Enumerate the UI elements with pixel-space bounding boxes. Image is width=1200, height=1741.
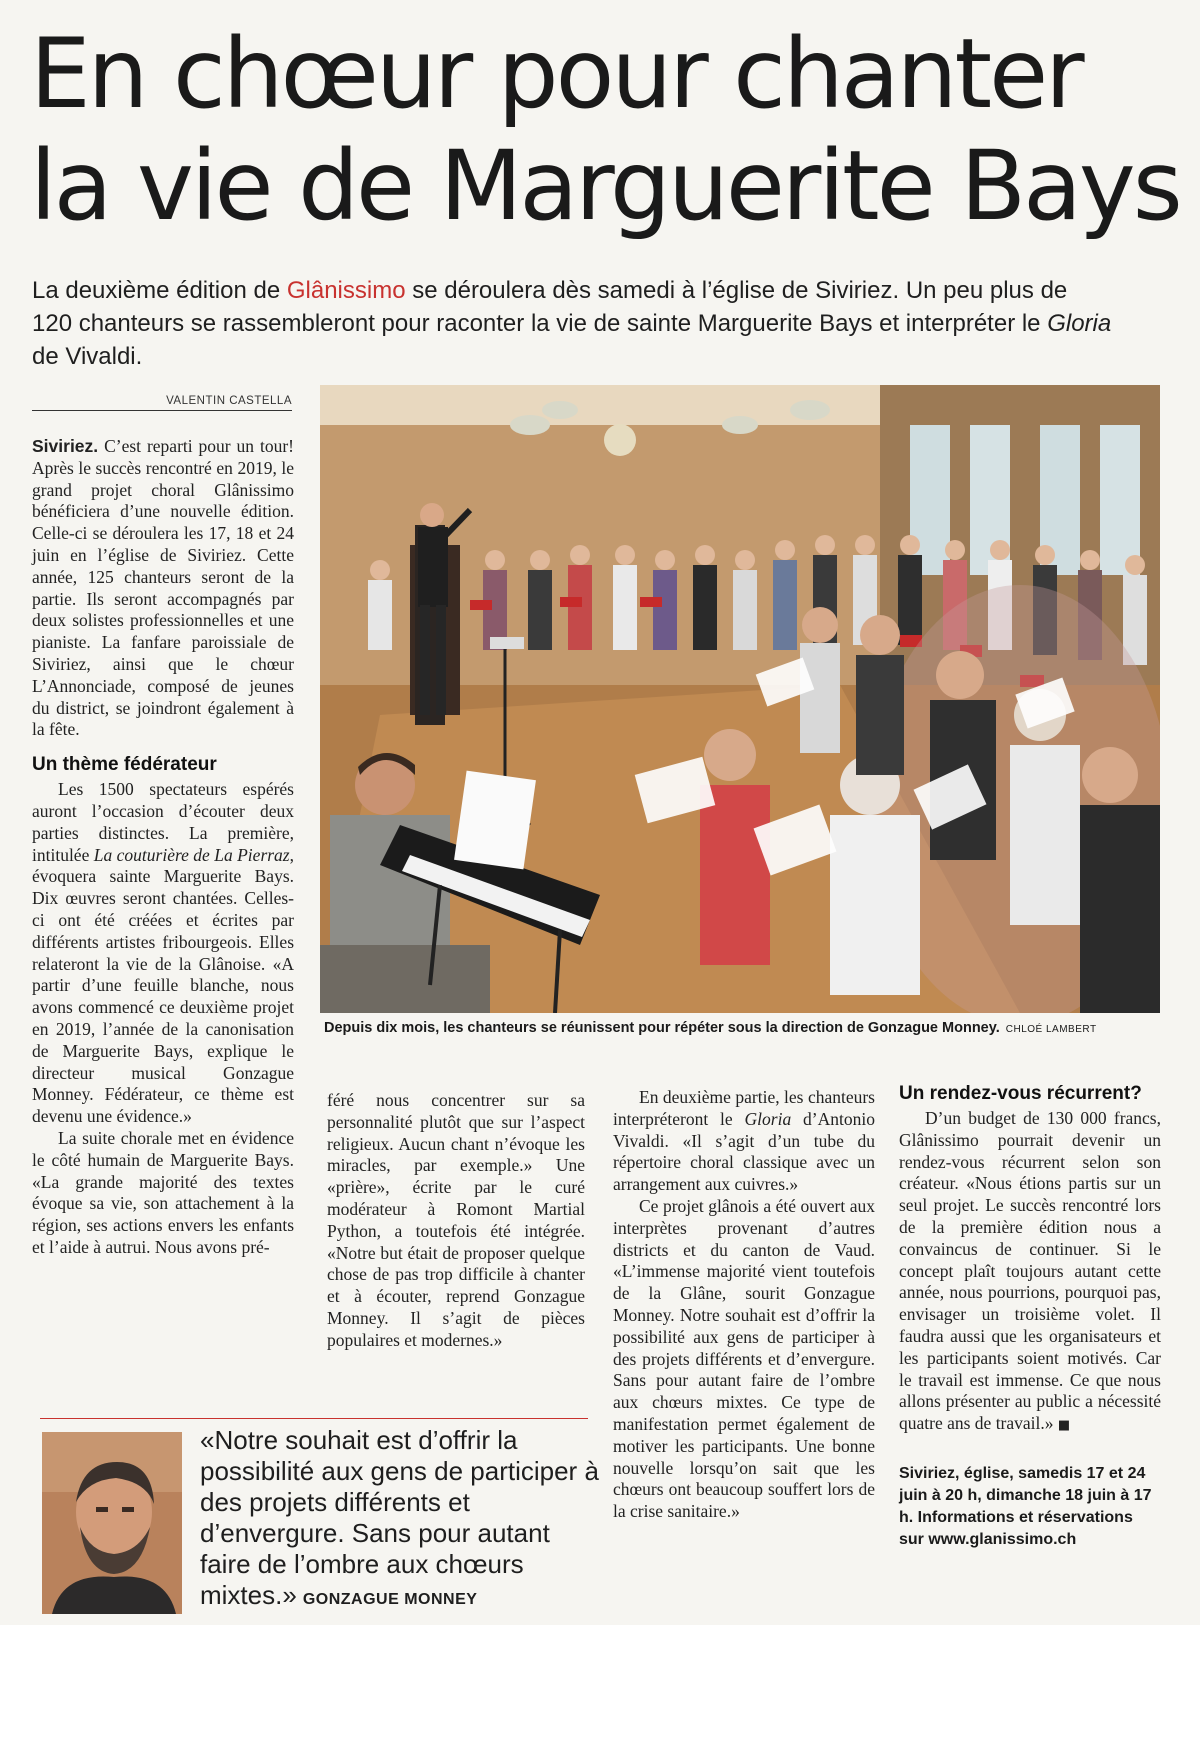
- paragraph-text: d’Antonio Vivaldi. «Il s’agit d’un tube du répertoire choral classique avec un arrangement aux cuivres.»: [613, 1108, 875, 1195]
- lead-paragraph: [32, 274, 1112, 373]
- lead-italic-title: Gloria: [1047, 310, 1112, 337]
- italic-title: Gloria: [744, 1108, 792, 1129]
- gonzague-monney-portrait: [42, 1432, 182, 1614]
- paragraph-text: D’un budget de 130 000 francs, Glânissimo pourrait devenir un rendez-vous récurrent selon son créateur. «Nous étions partis sur un seul projet. Le succès rencontré lors de la première édition nous a convaincus de continuer. Si le concept plaît toujours autant cette année, nous pourrions, pourquoi pas, envisager un troisième volet. Il faudra aussi que les organisateurs et les participants soient motivés. Car le travail est immense. Ce que nous allons présenter au public a nécessité quatre ans de travail.»: [899, 1108, 1161, 1434]
- column-4: [899, 1082, 1161, 1551]
- paragraph: [32, 436, 294, 741]
- event-info: Siviriez, église, samedis 17 et 24 juin à 20 h, dimanche 18 juin à 17 h. Informations et réservations sur www.glanissimo.ch: [899, 1464, 1152, 1548]
- photo-credit: CHLOÉ LAMBERT: [1005, 1024, 1097, 1035]
- pullquote: [200, 1425, 600, 1615]
- subheading-recurring-event: Un rendez-vous récurrent?: [899, 1083, 1142, 1104]
- column-1: [32, 436, 294, 1259]
- byline: VALENTIN CASTELLA: [32, 395, 292, 411]
- subheading-federating-theme: Un thème fédérateur: [32, 754, 217, 776]
- pullquote-text: «Notre souhait est d’offrir la possibilité aux gens de participer à des projets différents et d’envergure. Sans pour autant faire de l’ombre aux chœurs mixtes.»: [200, 1425, 599, 1610]
- caption-text: Depuis dix mois, les chanteurs se réunissent pour répéter sous la direction de Gonzague Monney.: [324, 1020, 1000, 1036]
- pullquote-attribution: GONZAGUE MONNEY: [302, 1591, 478, 1608]
- paragraph-text: féré nous concentrer sur sa personnalité plutôt que sur l’aspect religieux. Aucun chant n’évoque les miracles, par exemple.» Une «prière», écrite par le curé modérateur à Romont Martial Python, a toutefois été intégrée. «Notre but était de proposer quelque chose de pas trop difficile à chanter et à écouter, reprend Gonzague Monney. Il s’agit de pièces populaires et modernes.»: [327, 1090, 585, 1350]
- end-mark: ■: [1057, 1418, 1071, 1434]
- lead-accent-brand: Glânissimo: [286, 277, 406, 304]
- headline-line-2: la vie de Marguerite Bays: [30, 130, 1180, 242]
- choir-rehearsal-photo: [320, 385, 1160, 1013]
- pullquote-divider: [40, 1418, 588, 1419]
- photo-caption: [324, 1020, 1164, 1036]
- headline-line-1: En chœur pour chanter: [30, 18, 1082, 130]
- choir-rehearsal-illustration: [320, 385, 1160, 1013]
- paragraph: [32, 779, 294, 1128]
- paragraph: [613, 1087, 875, 1196]
- paragraph-text: En deuxième partie, les chanteurs interpréteront le: [613, 1087, 875, 1129]
- paragraph-text: C’est reparti pour un tour! Après le succès rencontré en 2019, le grand projet choral Glânissimo bénéficiera d’une nouvelle édition. Celle-ci se déroulera les 17, 18 et 24 juin en l’église de Siviriez. Cette année, 125 chanteurs seront de la partie. Ils seront accompagnés par deux solistes professionnelles et une pianiste. La fanfare paroissiale de Siviriez, ainsi que le chœur L’Annonciade, composé de jeunes du district, se joindront également à la fête.: [32, 436, 294, 740]
- lead-text: se déroulera dès samedi à l’église de Siviriez. Un peu plus de 120 chanteurs se rassembleront pour raconter la vie de sainte Marguerite Bays et interpréter le: [32, 277, 1068, 337]
- column-2: [327, 1090, 585, 1352]
- dateline: Siviriez.: [32, 436, 99, 456]
- paragraph-text: Les 1500 spectateurs espérés auront l’occasion d’écouter deux parties distinctes. La première, intitulée: [32, 779, 294, 865]
- column-3: [613, 1087, 875, 1523]
- paragraph: [613, 1196, 875, 1523]
- paragraph-text: Ce projet glânois a été ouvert aux interprètes provenant d’autres districts et du canton de Vaud. «L’immense majorité vient toutefois de la Glâne, sourit Gonzague Monney. Notre souhait est d’offrir la possibilité aux gens de participer à des projets différents et d’envergure. Sans pour autant faire de l’ombre aux chœurs mixtes. Ce type de manifestation permet également de motiver les participants. Une bonne nouvelle lorsqu’on sait que les chœurs ont beaucoup souffert lors de la crise sanitaire.»: [613, 1195, 875, 1522]
- italic-title: La couturière de La Pierraz: [93, 844, 290, 865]
- lead-text: La deuxième édition de: [32, 277, 287, 304]
- portrait-illustration: [42, 1432, 182, 1614]
- paragraph-text: La suite chorale met en évidence le côté humain de Marguerite Bays. «La grande majorité des textes évoque sa vie, son attachement à la région, ses actions envers les enfants et l’aide à autrui. Nous avons pré-: [32, 1127, 294, 1257]
- lead-text: de Vivaldi.: [32, 343, 143, 370]
- paragraph-text: , évoquera sainte Marguerite Bays. Dix œuvres seront chantées. Celles-ci ont été créées et écrites par différents artistes fribourgeois. Elles relateront la vie de la Glânoise. «A partir d’une feuille blanche, nous avons commencé ce deuxième projet en 2019, l’année de la canonisation de Marguerite Bays, explique le directeur musical Gonzague Monney. Fédérateur, ce thème est devenu une évidence.»: [32, 844, 294, 1127]
- paragraph: [327, 1090, 585, 1352]
- paragraph: [32, 1128, 294, 1259]
- paragraph: [899, 1108, 1161, 1437]
- headline: [30, 18, 1180, 242]
